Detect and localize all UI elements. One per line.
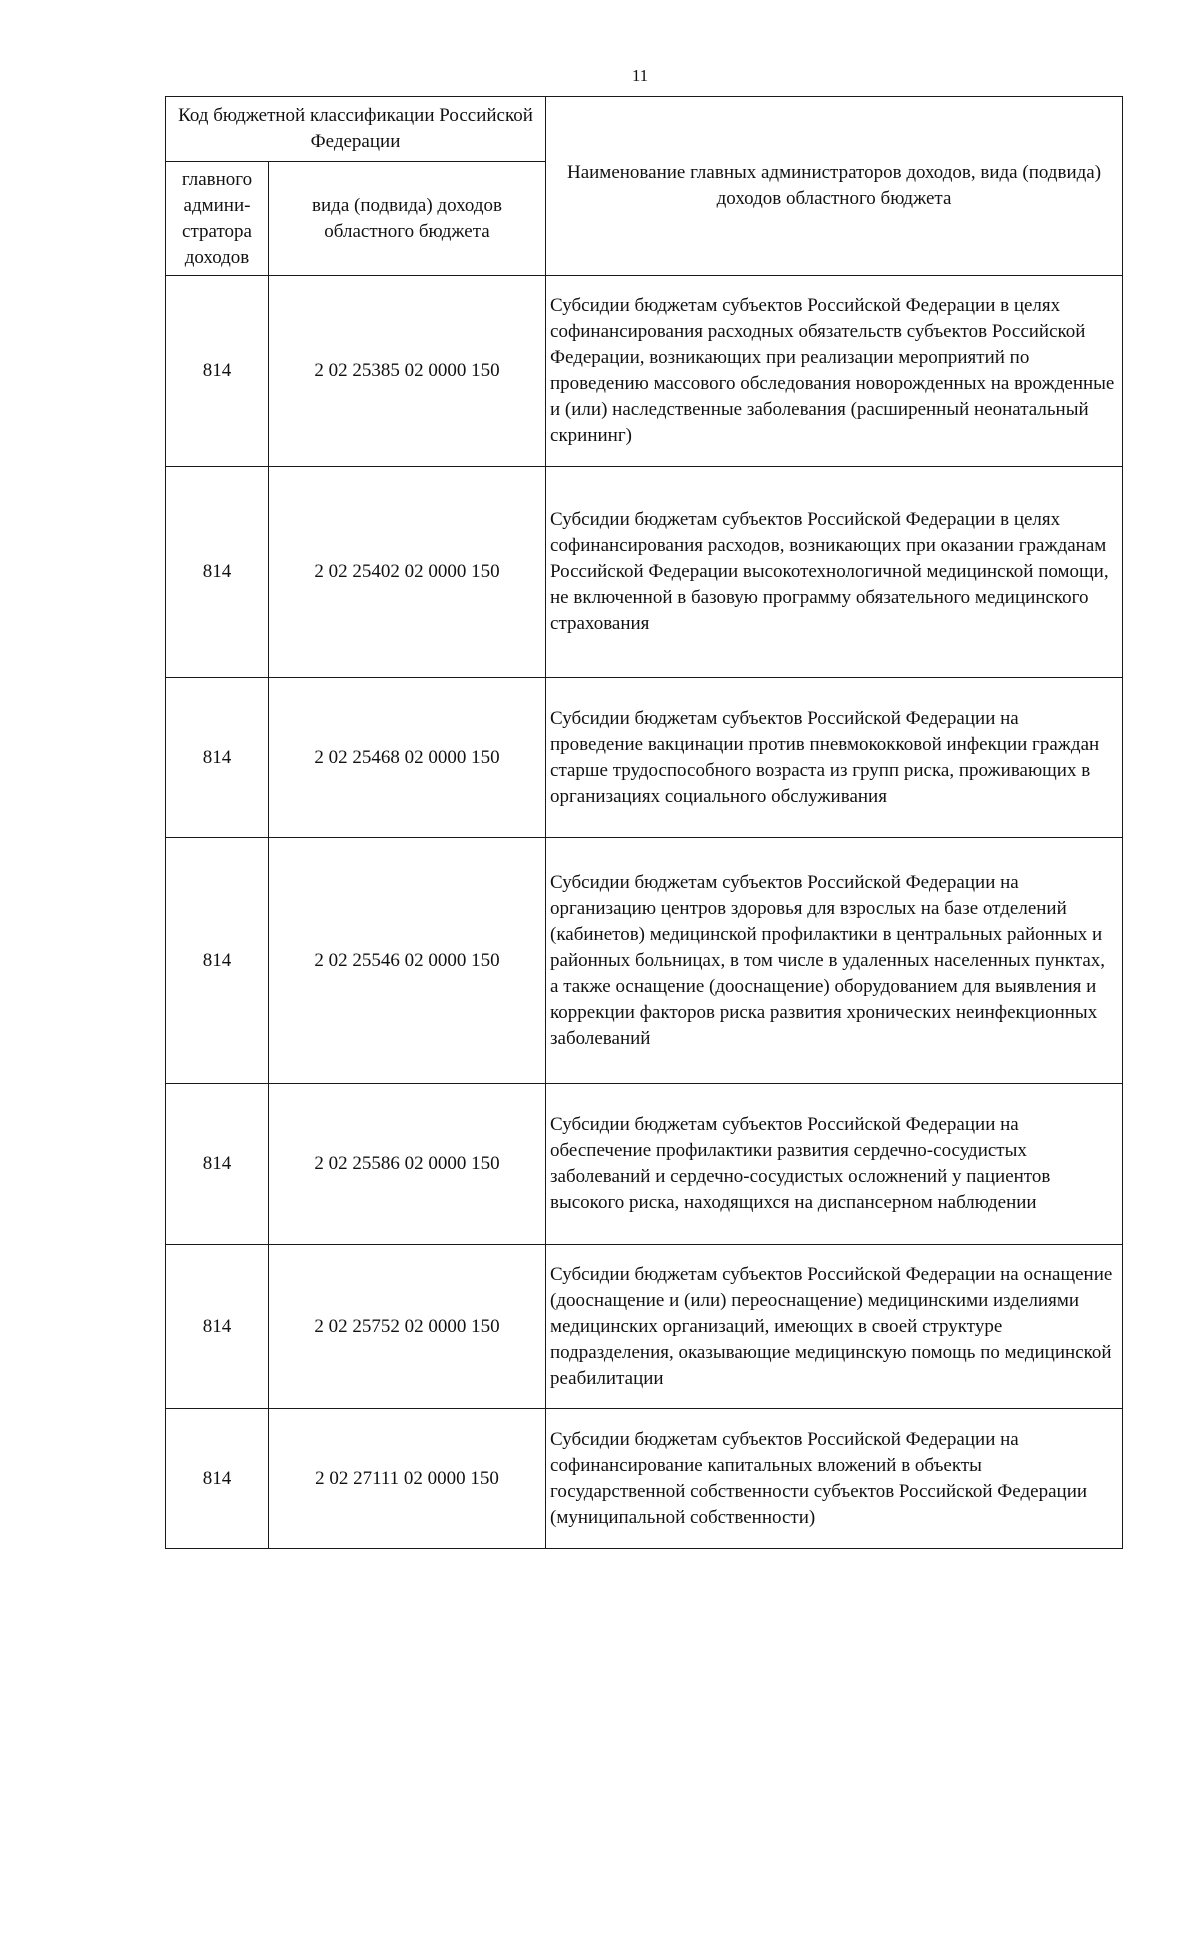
income-code-cell: 2 02 25546 02 0000 150: [269, 838, 546, 1084]
table-row: [166, 1409, 1123, 1549]
income-name-cell: Субсидии бюджетам субъектов Российской Федерации в целях софинансирования расходов, возникающих при оказании гражданам Российской Федерации высокотехнологичной медицинской помощи, не включенной в базовую программу обязательного медицинского страхования: [546, 467, 1123, 678]
income-code-cell: 2 02 25468 02 0000 150: [269, 678, 546, 838]
table-row: [166, 1245, 1123, 1409]
income-code-cell: 2 02 25402 02 0000 150: [269, 467, 546, 678]
admin-code-cell: 814: [166, 1084, 269, 1245]
income-name-cell: Субсидии бюджетам субъектов Российской Федерации на проведение вакцинации против пневмококковой инфекции граждан старше трудоспособного возраста из групп риска, проживающих в организациях социального обслуживания: [546, 678, 1123, 838]
table-row: [166, 467, 1123, 678]
table-row: [166, 1084, 1123, 1245]
admin-code-cell: 814: [166, 1409, 269, 1549]
income-code-cell: 2 02 25752 02 0000 150: [269, 1245, 546, 1409]
header-budget-classification-code: Код бюджетной классификации Российской Федерации: [166, 97, 546, 162]
header-main-administrator: главного админи-стратора доходов: [166, 162, 269, 276]
admin-code-cell: 814: [166, 276, 269, 467]
table-row: [166, 276, 1123, 467]
table-row: [166, 678, 1123, 838]
admin-code-cell: 814: [166, 678, 269, 838]
income-code-cell: 2 02 25385 02 0000 150: [269, 276, 546, 467]
income-name-cell: Субсидии бюджетам субъектов Российской Федерации в целях софинансирования расходных обязательств субъектов Российской Федерации, возникающих при реализации мероприятий по проведению массового обследования новорожденных на врожденные и (или) наследственные заболевания (расширенный неонатальный скрининг): [546, 276, 1123, 467]
header-income-type: вида (подвида) доходов областного бюджета: [269, 162, 546, 276]
page-number: 11: [631, 66, 649, 85]
income-name-cell: Субсидии бюджетам субъектов Российской Федерации на софинансирование капитальных вложений в объекты государственной собственности субъектов Российской Федерации (муниципальной собственности): [546, 1409, 1123, 1549]
income-name-cell: Субсидии бюджетам субъектов Российской Федерации на оснащение (дооснащение и (или) переоснащение) медицинскими изделиями медицинских организаций, имеющих в своей структуре подразделения, оказывающие медицинскую помощь по медицинской реабилитации: [546, 1245, 1123, 1409]
header-administrator-name: Наименование главных администраторов доходов, вида (подвида) доходов областного бюджета: [546, 97, 1123, 276]
table-header-row: [166, 97, 1123, 162]
income-code-cell: 2 02 27111 02 0000 150: [269, 1409, 546, 1549]
admin-code-cell: 814: [166, 1245, 269, 1409]
admin-code-cell: 814: [166, 467, 269, 678]
income-code-cell: 2 02 25586 02 0000 150: [269, 1084, 546, 1245]
budget-classification-table: [165, 96, 1123, 1549]
income-name-cell: Субсидии бюджетам субъектов Российской Федерации на обеспечение профилактики развития сердечно-сосудистых заболеваний и сердечно-сосудистых осложнений у пациентов высокого риска, находящихся на диспансерном наблюдении: [546, 1084, 1123, 1245]
income-name-cell: Субсидии бюджетам субъектов Российской Федерации на организацию центров здоровья для взрослых на базе отделений (кабинетов) медицинской профилактики в центральных районных и районных больницах, в том числе в удаленных населенных пунктах, а также оснащение (дооснащение) оборудованием для выявления и коррекции факторов риска развития хронических неинфекционных заболеваний: [546, 838, 1123, 1084]
admin-code-cell: 814: [166, 838, 269, 1084]
table-row: [166, 838, 1123, 1084]
